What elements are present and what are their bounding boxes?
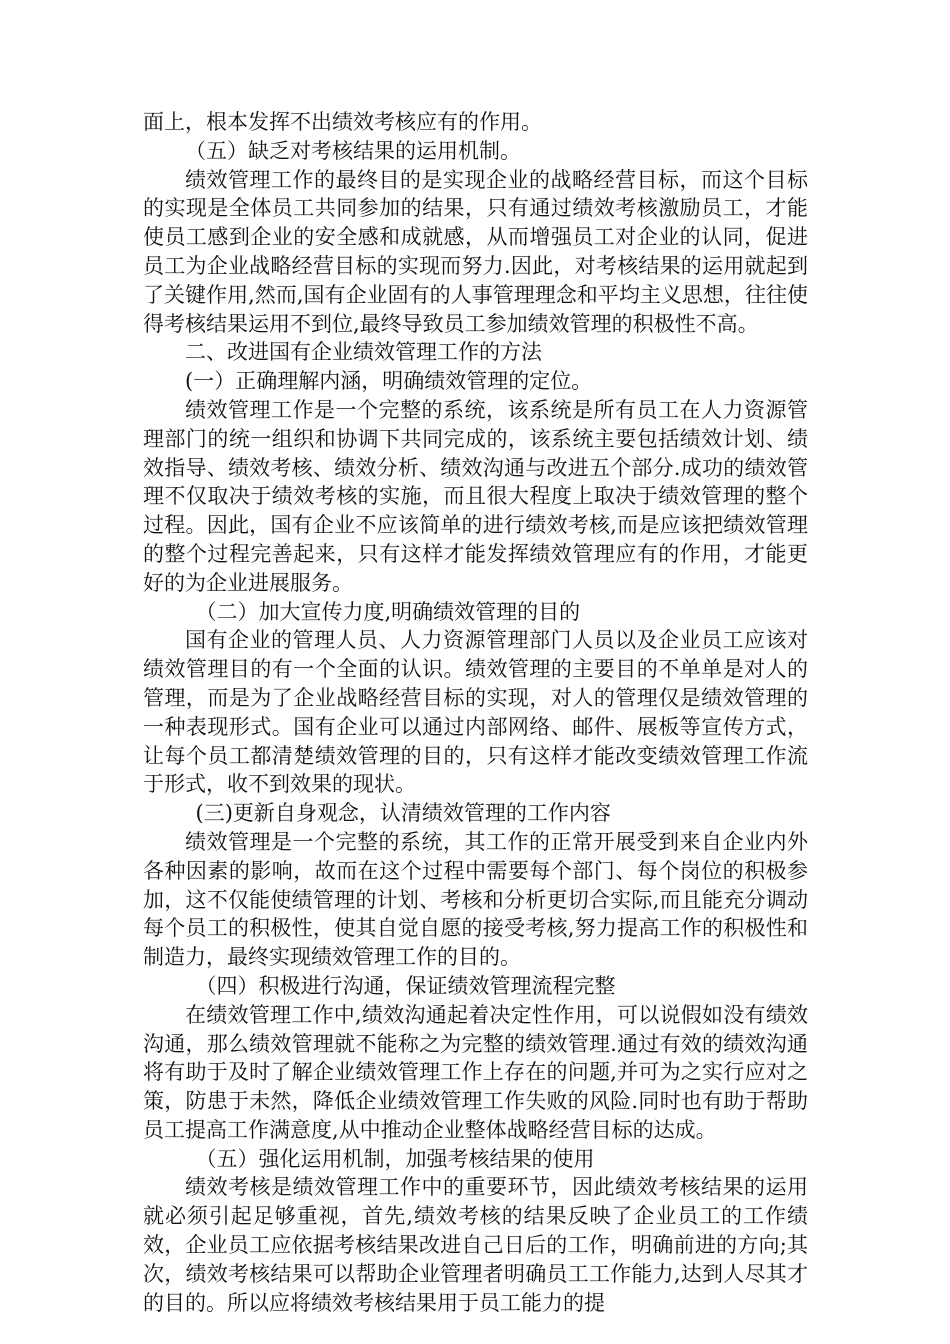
paragraph: 绩效管理工作的最终目的是实现企业的战略经营目标，而这个目标的实现是全体员工共同参加的结果，只有通过绩效考核激励员工，才能使员工感到企业的安全感和成就感，从而增强员工对企业的认同，促进员工为企业战略经营目标的实现而努力.因此，对考核结果的运用就起到了关键作用,然而,国有企业固有的人事管理理念和平均主义思想，往往使得考核结果运用不到位,最终导致员工参加绩效管理的积极性不高。 (143, 167, 808, 336)
paragraph: 绩效管理工作是一个完整的系统，该系统是所有员工在人力资源管理部门的统一组织和协调下共同完成的，该系统主要包括绩效计划、绩效指导、绩效考核、绩效分析、绩效沟通与改进五个部分.成功的绩效管理不仅取决于绩效考核的实施，而且很大程度上取决于绩效管理的整个过程。因此，国有企业不应该简单的进行绩效考核,而是应该把绩效管理的整个过程完善起来，只有这样才能发挥绩效管理应有的作用，才能更好的为企业进展服务。 (143, 397, 808, 595)
section-heading: （四）积极进行沟通，保证绩效管理流程完整 (195, 973, 616, 998)
paragraph: 绩效管理是一个完整的系统，其工作的正常开展受到来自企业内外各种因素的影响，故而在这个过程中需要每个部门、每个岗位的积极参加，这不仅能使绩管理的计划、考核和分析更切合实际,而且能充分调动每个员工的积极性，使其自觉自愿的接受考核,努力提高工作的积极性和制造力，最终实现绩效管理工作的目的。 (143, 829, 808, 970)
section-heading: （二）加大宣传力度,明确绩效管理的目的 (195, 599, 581, 624)
section-heading: 二、改进国有企业绩效管理工作的方法 (185, 340, 542, 365)
body-text (143, 108, 808, 1317)
section-heading: （五）强化运用机制，加强考核结果的使用 (195, 1146, 595, 1171)
paragraph: 面上，根本发挥不出绩效考核应有的作用。 (143, 110, 542, 134)
paragraph: 国有企业的管理人员、人力资源管理部门人员以及企业员工应该对绩效管理目的有一个全面的认识。绩效管理的主要目的不单单是对人的管理，而是为了企业战略经营目标的实现，对人的管理仅是绩效管理的一种表现形式。国有企业可以通过内部网络、邮件、展板等宣传方式，让每个员工都清楚绩效管理的目的，只有这样才能改变绩效管理工作流于形式，收不到效果的现状。 (143, 628, 808, 797)
section-heading: （五）缺乏对考核结果的运用机制。 (185, 138, 521, 163)
paragraph: 在绩效管理工作中,绩效沟通起着决定性作用，可以说假如没有绩效沟通，那么绩效管理就不能称之为完整的绩效管理.通过有效的绩效沟通将有助于及时了解企业绩效管理工作上存在的问题,并可为之实行应对之策，防患于未然，降低企业绩效管理工作失败的风险.同时也有助于帮助员工提高工作满意度,从中推动企业整体战略经营目标的达成。 (143, 1002, 808, 1142)
section-heading: (一）正确理解内涵，明确绩效管理的定位。 (185, 369, 593, 394)
section-heading: (三)更新自身观念，认清绩效管理的工作内容 (195, 801, 611, 826)
paragraph: 绩效考核是绩效管理工作中的重要环节，因此绩效考核结果的运用就必须引起足够重视，首先,绩效考核的结果反映了企业员工的工作绩效，企业员工应依据考核结果改进自己日后的工作，明确前进的方向;其次，绩效考核结果可以帮助企业管理者明确员工工作能力,达到人尽其才的目的。所以应将绩效考核结果用于员工能力的提 (143, 1175, 808, 1315)
